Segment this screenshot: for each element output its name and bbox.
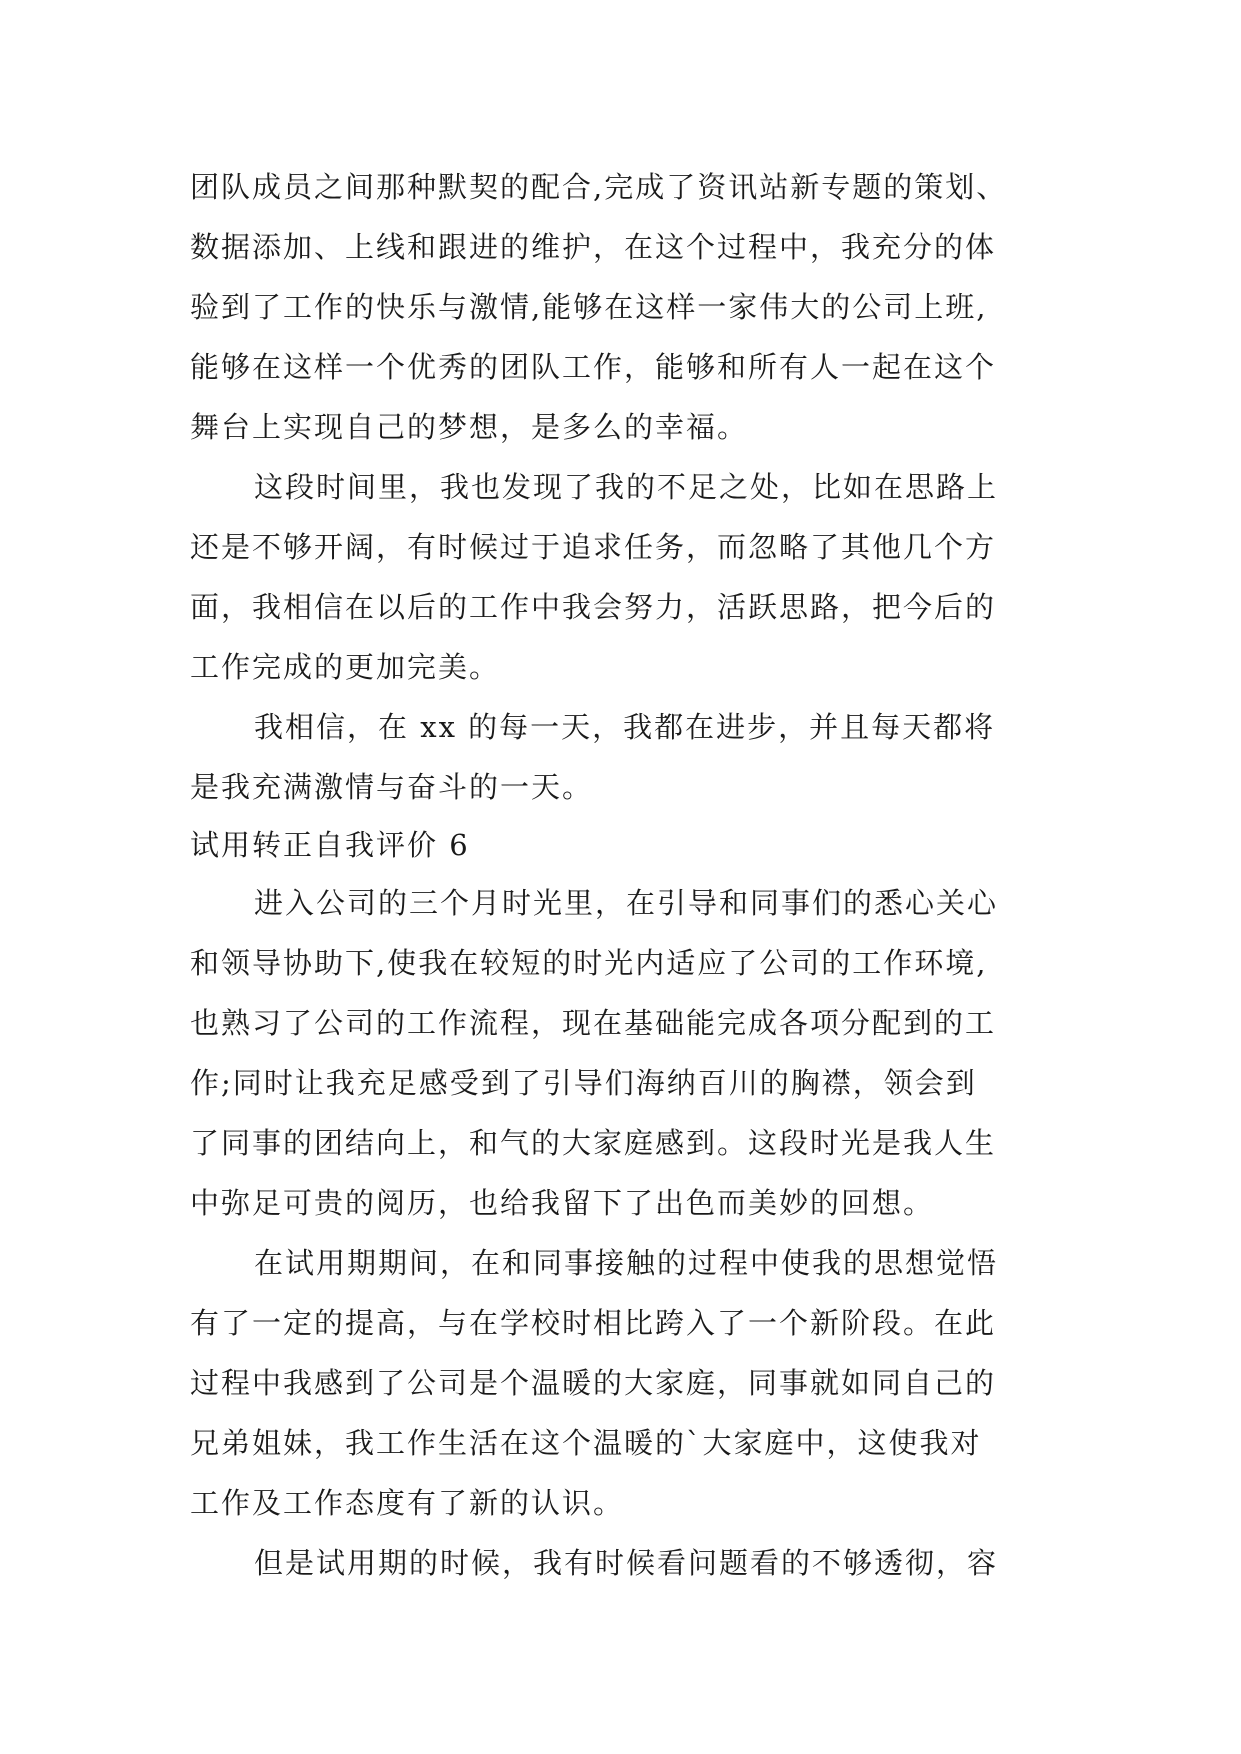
text-line: 有了一定的提高，与在学校时相比跨入了一个新阶段。在此 (190, 1306, 997, 1340)
paragraph-start-line: 但是试用期的时候，我有时候看问题看的不够透彻，容 (254, 1546, 999, 1580)
text-line: 也熟习了公司的工作流程，现在基础能完成各项分配到的工 (190, 1006, 997, 1040)
text-line: 验到了工作的快乐与激情,能够在这样一家伟大的公司上班, (190, 290, 988, 324)
paragraph-start-line: 这段时间里，我也发现了我的不足之处，比如在思路上 (254, 470, 999, 504)
text-line: 作;同时让我充足感受到了引导们海纳百川的胸襟，领会到 (190, 1066, 977, 1100)
text-line: 兄弟姐妹，我工作生活在这个温暖的`大家庭中，这使我对 (190, 1426, 982, 1460)
text-line: 面，我相信在以后的工作中我会努力，活跃思路，把今后的 (190, 590, 997, 624)
text-line: 工作及工作态度有了新的认识。 (190, 1486, 625, 1520)
text-line: 舞台上实现自己的梦想，是多么的幸福。 (190, 410, 749, 444)
text-line: 能够在这样一个优秀的团队工作，能够和所有人一起在这个 (190, 350, 997, 384)
text-line: 工作完成的更加完美。 (190, 650, 501, 684)
text-line: 过程中我感到了公司是个温暖的大家庭，同事就如同自己的 (190, 1366, 997, 1400)
paragraph-start-line: 进入公司的三个月时光里，在引导和同事们的悉心关心 (254, 886, 999, 920)
text-line: 团队成员之间那种默契的配合,完成了资讯站新专题的策划、 (190, 170, 1008, 204)
paragraph-start-line: 在试用期期间，在和同事接触的过程中使我的思想觉悟 (254, 1246, 999, 1280)
text-line: 是我充满激情与奋斗的一天。 (190, 770, 594, 804)
text-line: 还是不够开阔，有时候过于追求任务，而忽略了其他几个方 (190, 530, 997, 564)
text-line: 了同事的团结向上，和气的大家庭感到。这段时光是我人生 (190, 1126, 997, 1160)
text-line: 数据添加、上线和跟进的维护，在这个过程中，我充分的体 (190, 230, 997, 264)
section-heading: 试用转正自我评价 6 (190, 828, 470, 862)
text-line: 和领导协助下,使我在较短的时光内适应了公司的工作环境, (190, 946, 988, 980)
text-line: 中弥足可贵的阅历，也给我留下了出色而美妙的回想。 (190, 1186, 935, 1220)
paragraph-start-line: 我相信，在 xx 的每一天，我都在进步，并且每天都将 (254, 710, 996, 744)
